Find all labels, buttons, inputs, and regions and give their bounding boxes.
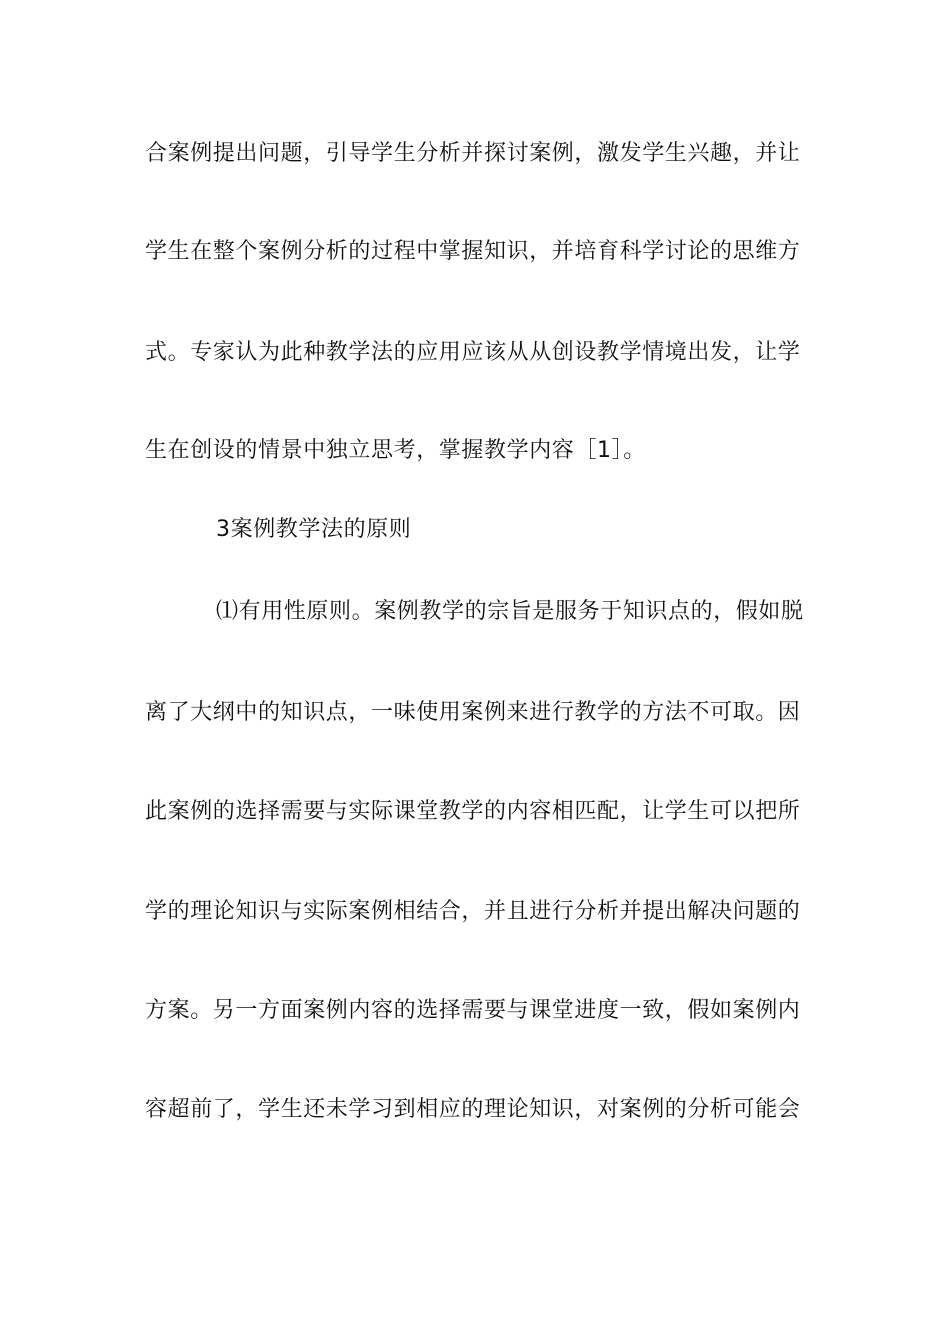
paragraph-line: 学生在整个案例分析的过程中掌握知识，并培育科学讨论的思维方: [145, 239, 801, 264]
paragraph-line: 此案例的选择需要与实际课堂教学的内容相匹配，让学生可以把所: [145, 799, 801, 824]
paragraph-line: 学的理论知识与实际案例相结合，并且进行分析并提出解决问题的: [145, 899, 801, 924]
paragraph-line: ⑴有用性原则。案例教学的宗旨是服务于知识点的，假如脱: [216, 599, 804, 624]
paragraph-line: 生在创设的情景中独立思考，掌握教学内容［1］。: [145, 438, 646, 463]
paragraph-line: 容超前了，学生还未学习到相应的理论知识，对案例的分析可能会: [145, 1097, 801, 1122]
paragraph-line: 离了大纲中的知识点，一味使用案例来进行教学的方法不可取。因: [145, 700, 801, 725]
section-heading: 3案例教学法的原则: [216, 517, 412, 542]
paragraph-line: 方案。另一方面案例内容的选择需要与课堂进度一致，假如案例内: [145, 998, 801, 1023]
paragraph-line: 式。专家认为此种教学法的应用应该从从创设教学情境出发，让学: [145, 340, 801, 365]
paragraph-line: 合案例提出问题，引导学生分析并探讨案例，激发学生兴趣，并让: [145, 141, 801, 166]
